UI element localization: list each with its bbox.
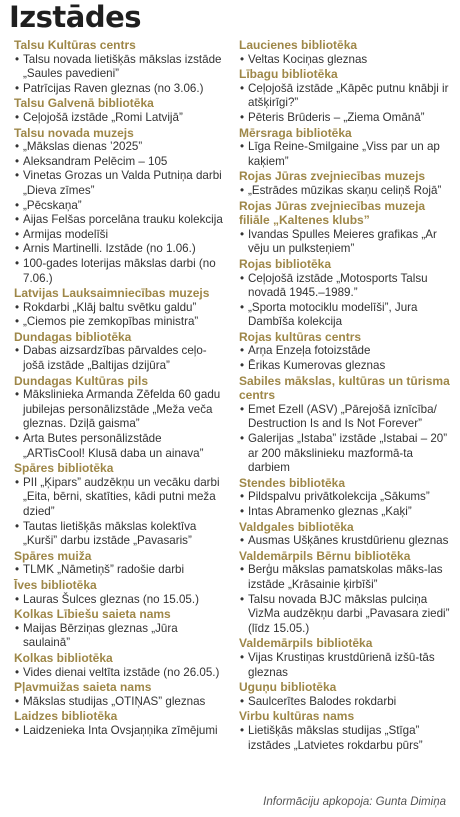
venue-section <box>239 476 451 520</box>
bullet-icon: • <box>15 344 20 358</box>
exhibition-item <box>14 111 226 126</box>
exhibition-text: Arņa Enzeļa fotoizstāde <box>248 344 371 358</box>
venue-section <box>14 680 226 709</box>
venue-section <box>14 96 226 125</box>
exhibition-item <box>239 593 451 637</box>
bullet-icon: • <box>15 315 20 329</box>
venue-heading: Valdemārpils bibliotēka <box>239 636 373 651</box>
venue-heading: Laucienes bibliotēka <box>239 38 358 52</box>
exhibition-item <box>239 272 451 301</box>
bullet-icon: • <box>240 81 245 95</box>
exhibition-text: Lietišķās mākslas studijas „Stīga” izstādes „Latvietes rokdarbu pūrs” <box>248 723 423 752</box>
venue-heading: Talsu Galvenā bibliotēka <box>14 96 154 111</box>
venue-heading: Dundagas bibliotēka <box>14 329 132 344</box>
exhibition-text: Vinetas Grozas un Valda Putniņa darbi „Dieva zīmes” <box>23 169 222 197</box>
venue-heading: Rojas Jūras zvejniecības muzejs <box>239 169 426 184</box>
exhibition-text: Talsu novada lietišķās mākslas izstāde „Saules pavedieni” <box>23 52 222 81</box>
exhibition-text: Maijas Bērziņas gleznas „Jūra saulainā” <box>23 621 178 650</box>
bullet-icon: • <box>15 723 20 737</box>
bullet-icon: • <box>15 694 20 708</box>
exhibition-text: Veltas Kociņas gleznas <box>248 52 368 66</box>
exhibition-text: Pildspalvu privātkolekcija „Sākums” <box>248 490 430 504</box>
bullet-icon: • <box>15 665 20 679</box>
venue-section <box>239 38 451 67</box>
venue-section <box>14 38 226 96</box>
exhibition-item <box>239 53 451 68</box>
exhibition-item <box>14 53 226 82</box>
exhibition-item <box>14 140 226 155</box>
exhibition-item <box>239 344 451 359</box>
bullet-icon: • <box>15 110 20 124</box>
bullet-icon: • <box>15 432 20 446</box>
exhibition-text: Ceļojošā izstāde „Romi Latvijā” <box>23 110 183 124</box>
bullet-icon: • <box>240 723 245 737</box>
venue-section <box>239 636 451 680</box>
venue-heading: Valdemārpils Bērnu bibliotēka <box>239 548 411 563</box>
exhibition-text: „Mākslas dienas ’2025” <box>23 140 143 154</box>
exhibition-item <box>239 301 451 330</box>
exhibition-text: Emet Ezell (ASV) „Pārejošā iznīcība/ Destruction Is and Is Not Forever” <box>248 402 437 431</box>
venue-section <box>239 680 451 709</box>
venue-heading: Stendes bibliotēka <box>239 475 346 490</box>
exhibition-text: Patrīcijas Raven gleznas (no 3.06.) <box>23 81 204 95</box>
bullet-icon: • <box>15 227 20 241</box>
bullet-icon: • <box>15 154 20 168</box>
exhibition-text: Aijas Felšas porcelāna trauku kolekcija <box>23 213 223 227</box>
bullet-icon: • <box>15 388 20 402</box>
bullet-icon: • <box>15 300 20 314</box>
bullet-icon: • <box>240 344 245 358</box>
venue-heading: Dundagas Kultūras pils <box>14 373 149 388</box>
bullet-icon: • <box>240 402 245 416</box>
bullet-icon: • <box>240 592 245 606</box>
exhibition-text: Līga Reine-Smilgaine „Viss par un ap kaķiem” <box>248 140 440 168</box>
bullet-icon: • <box>15 52 20 66</box>
venue-section <box>239 709 451 753</box>
venue-heading: Lībagu bibliotēka <box>239 67 338 82</box>
exhibition-text: Rokdarbi „Klāj baltu svētku galdu” <box>23 300 197 314</box>
exhibition-item <box>239 82 451 111</box>
exhibition-item <box>14 563 226 578</box>
exhibition-item <box>239 140 451 169</box>
venue-section <box>14 461 226 549</box>
venue-section <box>14 578 226 607</box>
exhibition-text: Vijas Krustiņas krustdūrienā izšū-tās gleznas <box>248 650 435 679</box>
exhibition-item <box>239 651 451 680</box>
left-column <box>14 38 226 739</box>
exhibition-text: Pēteris Brūderis – „Ziema Omānā” <box>248 110 425 124</box>
exhibition-text: 100-gades loterijas mākslas darbi (no 7.06.) <box>23 256 216 285</box>
exhibition-text: TLMK „Nāmetiņš” radošie darbi <box>23 563 185 577</box>
exhibition-item <box>14 228 226 243</box>
bullet-icon: • <box>240 432 245 446</box>
exhibition-item <box>239 534 451 549</box>
exhibition-item <box>14 315 226 330</box>
exhibition-text: Ausmas Ušķānes krustdūrienu gleznas <box>248 534 449 548</box>
exhibition-item <box>14 301 226 316</box>
venue-section <box>14 126 226 287</box>
venue-section <box>239 330 451 374</box>
exhibition-text: Tautas lietišķās mākslas kolektīva „Kurši” darbu izstāde „Pavasaris” <box>23 519 197 548</box>
venue-section <box>14 374 226 462</box>
venue-heading: Sabiles mākslas, kultūras un tūrisma centrs <box>239 373 450 403</box>
bullet-icon: • <box>240 359 245 373</box>
exhibition-item <box>14 666 226 681</box>
venue-section <box>14 651 226 680</box>
exhibition-text: „Pēcskaņa” <box>23 198 82 212</box>
exhibition-text: Ivandas Spulles Meieres grafikas „Ar vēju un pulksteņiem” <box>248 227 437 256</box>
exhibition-text: „Estrādes mūzikas skaņu celiņš Rojā” <box>248 183 442 197</box>
bullet-icon: • <box>240 534 245 548</box>
venue-heading: Īves bibliotēka <box>14 577 97 592</box>
venue-section <box>14 330 226 374</box>
exhibition-text: Aleksandram Pelēcim – 105 <box>23 154 168 168</box>
exhibition-item <box>14 82 226 97</box>
bullet-icon: • <box>240 52 245 66</box>
venue-section <box>14 549 226 578</box>
exhibition-item <box>239 724 451 753</box>
exhibition-text: Arnis Martinelli. Izstāde (no 1.06.) <box>23 242 196 256</box>
exhibition-text: Galerijas „Istaba” izstāde „Istabai – 20” ar 200 mākslinieku mazformā-ta darbiem <box>248 432 448 475</box>
venue-section <box>14 709 226 738</box>
exhibition-item <box>14 476 226 520</box>
bullet-icon: • <box>240 271 245 285</box>
venue-heading: Rojas kultūras centrs <box>239 329 362 344</box>
bullet-icon: • <box>15 519 20 533</box>
bullet-icon: • <box>240 140 245 154</box>
exhibition-item <box>14 242 226 257</box>
bullet-icon: • <box>15 475 20 489</box>
exhibition-text: Vides dienai veltīta izstāde (no 26.05.) <box>23 665 220 679</box>
venue-heading: Latvijas Lauksaimniecības muzejs <box>14 286 210 301</box>
exhibition-item <box>14 257 226 286</box>
bullet-icon: • <box>240 563 245 577</box>
exhibition-item <box>239 432 451 476</box>
venue-heading: Laidzes bibliotēka <box>14 709 118 724</box>
venue-heading: Talsu Kultūras centrs <box>14 38 136 52</box>
bullet-icon: • <box>15 213 20 227</box>
exhibition-item <box>14 622 226 651</box>
bullet-icon: • <box>240 694 245 708</box>
exhibition-item <box>239 505 451 520</box>
venue-heading: Rojas Jūras zvejniecības muzeja filiāle „Kaltenes klubs” <box>239 198 426 228</box>
venue-heading: Pļavmuižas saieta nams <box>14 680 152 695</box>
venue-heading: Talsu novada muzejs <box>14 125 134 140</box>
bullet-icon: • <box>15 621 20 635</box>
exhibition-item <box>14 155 226 170</box>
venue-heading: Kolkas bibliotēka <box>14 650 113 665</box>
exhibition-text: Mākslinieka Armanda Zēfelda 60 gadu jubilejas personālizstāde „Meža veča gleznas. Dziļā gaisma” <box>23 388 221 431</box>
venue-heading: Kolkas Lībiešu saieta nams <box>14 607 171 622</box>
venue-heading: Valdgales bibliotēka <box>239 519 354 534</box>
exhibition-text: Dabas aizsardzības pārvaldes ceļo-jošā izstāde „Baltijas dzijūra” <box>23 344 207 373</box>
page-title: Izstādes <box>9 0 142 34</box>
bullet-icon: • <box>240 300 245 314</box>
bullet-icon: • <box>15 592 20 606</box>
exhibition-item <box>14 520 226 549</box>
exhibition-text: Ērikas Kumerovas gleznas <box>248 359 386 373</box>
exhibition-text: Arta Butes personālizstāde „ARTisCool! Klusā daba un ainava” <box>23 432 204 460</box>
venue-section <box>239 199 451 257</box>
exhibition-text: Mākslas studijas „OTIŅAS” gleznas <box>23 694 206 708</box>
bullet-icon: • <box>15 140 20 154</box>
venue-section <box>14 286 226 330</box>
venue-section <box>239 169 451 198</box>
venue-section <box>239 126 451 170</box>
exhibition-item <box>14 344 226 373</box>
exhibition-text: „Sporta motociklu modelīši”, Jura Dambīša kolekcija <box>248 300 418 329</box>
venue-section <box>239 67 451 125</box>
right-column <box>239 38 451 753</box>
credit-line: Informāciju apkopoja: Gunta Dimiņa <box>263 796 446 808</box>
exhibition-item <box>239 111 451 126</box>
exhibition-text: PII „Ķipars” audzēkņu un vecāku darbi „Eita, bērni, skatīties, kādi putni meža dzied” <box>23 475 220 518</box>
exhibition-text: Laidzenieka Inta Ovsjaņņika zīmējumi <box>23 723 218 737</box>
bullet-icon: • <box>15 242 20 256</box>
bullet-icon: • <box>15 563 20 577</box>
exhibition-item <box>239 695 451 710</box>
exhibition-item <box>14 213 226 228</box>
bullet-icon: • <box>15 81 20 95</box>
exhibition-item <box>14 593 226 608</box>
exhibition-text: Ceļojošā izstāde „Motosports Talsu novadā 1945.–1989.” <box>248 271 428 300</box>
bullet-icon: • <box>240 183 245 197</box>
venue-section <box>239 520 451 549</box>
exhibition-item <box>14 169 226 198</box>
venue-heading: Virbu kultūras nams <box>239 709 355 724</box>
bullet-icon: • <box>15 169 20 183</box>
exhibition-text: Talsu novada BJC mākslas pulciņa VizMa audzēkņu darbi „Pavasara ziedi” (līdz 15.05.) <box>248 592 450 635</box>
venue-heading: Rojas bibliotēka <box>239 256 332 271</box>
bullet-icon: • <box>15 198 20 212</box>
exhibition-item <box>239 184 451 199</box>
exhibition-item <box>239 403 451 432</box>
venue-heading: Spāres muiža <box>14 548 92 563</box>
bullet-icon: • <box>240 227 245 241</box>
venue-section <box>14 607 226 651</box>
exhibition-item <box>239 490 451 505</box>
venue-heading: Uguņu bibliotēka <box>239 680 337 695</box>
bullet-icon: • <box>240 110 245 124</box>
exhibition-text: „Ciemos pie zemkopības ministra” <box>23 315 199 329</box>
exhibition-item <box>14 388 226 432</box>
exhibition-item <box>14 695 226 710</box>
bullet-icon: • <box>240 650 245 664</box>
exhibition-item <box>239 563 451 592</box>
venue-section <box>239 374 451 476</box>
exhibition-item <box>239 359 451 374</box>
venue-heading: Mērsraga bibliotēka <box>239 125 352 140</box>
bullet-icon: • <box>240 505 245 518</box>
exhibition-text: Berģu mākslas pamatskolas māks-las izstāde „Krāsainie ķirbīši” <box>248 563 443 591</box>
exhibition-text: Armijas modelīši <box>23 227 109 241</box>
bullet-icon: • <box>15 256 20 270</box>
exhibition-item <box>14 724 226 739</box>
exhibition-item <box>239 228 451 257</box>
exhibition-text: Ceļojošā izstāde „Kāpēc putnu knābji ir atšķirīgi?” <box>248 81 449 110</box>
exhibition-text: Intas Abramenko gleznas „Kaķi” <box>248 505 412 518</box>
exhibition-text: Lauras Šulces gleznas (no 15.05.) <box>23 592 199 606</box>
venue-section <box>239 549 451 637</box>
venue-heading: Spāres bibliotēka <box>14 461 114 476</box>
exhibition-text: Saulcerītes Balodes rokdarbi <box>248 694 397 708</box>
exhibition-item <box>14 432 226 461</box>
bullet-icon: • <box>240 490 245 504</box>
exhibition-item <box>14 199 226 214</box>
venue-section <box>239 257 451 330</box>
